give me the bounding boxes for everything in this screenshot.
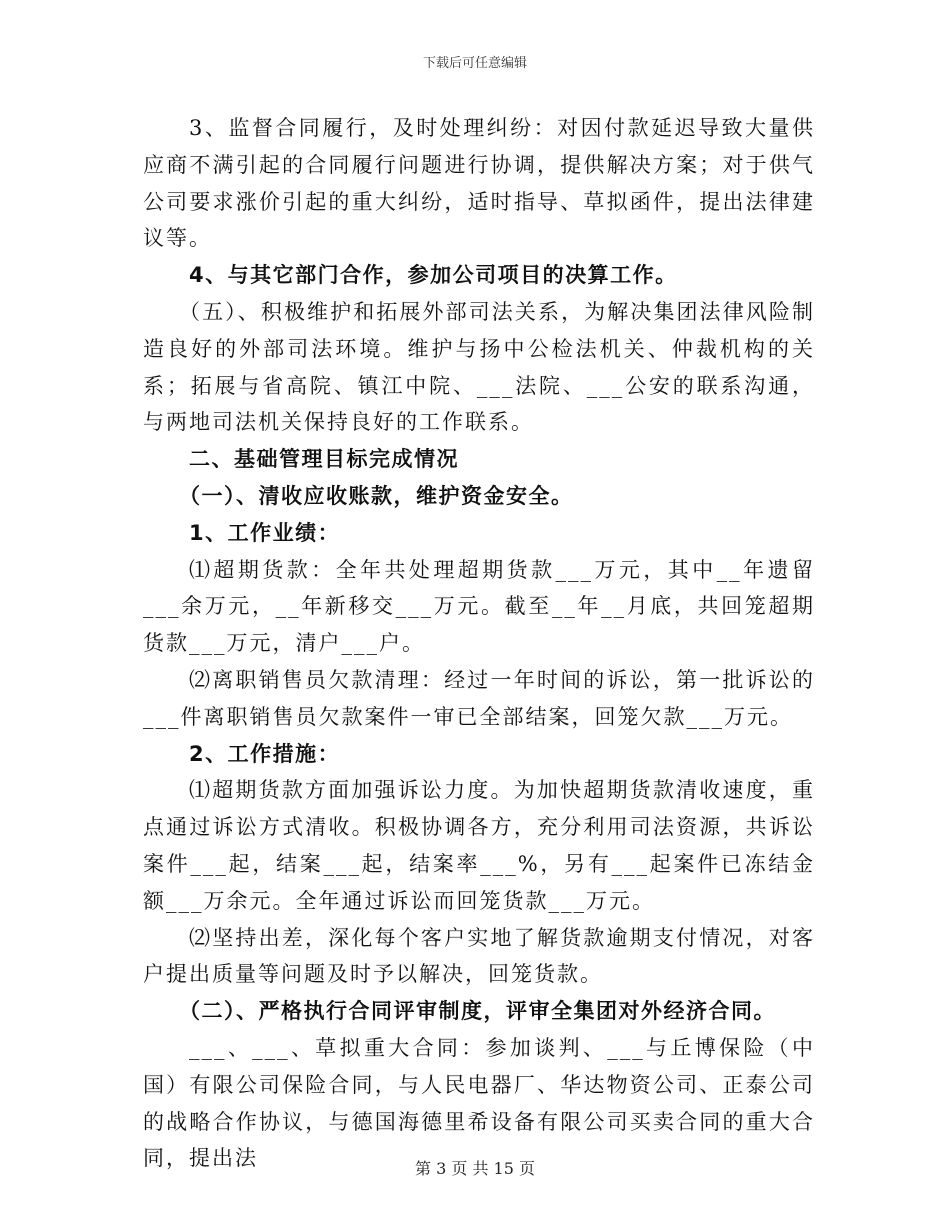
subsection-heading-contract-review: （二）、严格执行合同评审制度，评审全集团对外经济合同。 xyxy=(179,999,776,1024)
page-footer: 第 3 页 共 15 页 xyxy=(415,1159,535,1178)
document-body xyxy=(143,110,815,1177)
paragraph-business-trips: ⑵坚持出差，深化每个客户实地了解货款逾期支付情况，对客户提出质量等问题及时予以解决，回笼货款。 xyxy=(143,925,815,987)
paragraph-overdue-payments: ⑴超期货款：全年共处理超期货款___万元，其中__年遗留___余万元，__年新移交___万元。截至__年__月底，共回笼超期货款___万元，清户___户。 xyxy=(143,557,815,656)
heading-work-measures: 2、工作措施： xyxy=(189,741,341,766)
paragraph-litigation-efforts: ⑴超期货款方面加强诉讼力度。为加快超期货款清收速度，重点通过诉讼方式清收。积极协调各方，充分利用司法资源，共诉讼案件___起，结案___起，结案率___%，另有___起案件已冻结金额___万余元。全年通过诉讼而回笼货款___万元。 xyxy=(143,778,815,913)
paragraph-former-sales-debts: ⑵离职销售员欠款清理：经过一年时间的诉讼，第一批诉讼的___件离职销售员欠款案件一审已全部结案，回笼欠款___万元。 xyxy=(143,667,815,729)
section-heading-basic-management: 二、基础管理目标完成情况 xyxy=(189,447,459,472)
paragraph-draft-major-contracts: ___、___、草拟重大合同：参加谈判、___与丘博保险（中国）有限公司保险合同，与人民电器厂、华达物资公司、正泰公司的战略合作协议，与德国海德里希设备有限公司买卖合同的重大合同，提出法 xyxy=(143,1035,815,1171)
subsection-heading-receivables: （一）、清收应收账款，维护资金安全。 xyxy=(179,483,574,508)
heading-work-performance: 1、工作业绩： xyxy=(189,520,341,545)
heading-cooperate-departments: 4、与其它部门合作，参加公司项目的决算工作。 xyxy=(189,263,678,288)
page-header: 下载后可任意编辑 xyxy=(422,56,527,71)
paragraph-supervise-contracts: 3、监督合同履行，及时处理纠纷：对因付款延迟导致大量供应商不满引起的合同履行问题进行协调，提供解决方案；对于供气公司要求涨价引起的重大纠纷，适时指导、草拟函件，提出法律建议等。 xyxy=(143,116,815,251)
paragraph-external-judicial-relations: （五）、积极维护和拓展外部司法关系，为解决集团法律风险制造良好的外部司法环境。维护与扬中公检法机关、仲裁机构的关系；拓展与省高院、镇江中院、___法院、___公安的联系沟通，与两地司法机关保持良好的工作联系。 xyxy=(143,299,815,435)
